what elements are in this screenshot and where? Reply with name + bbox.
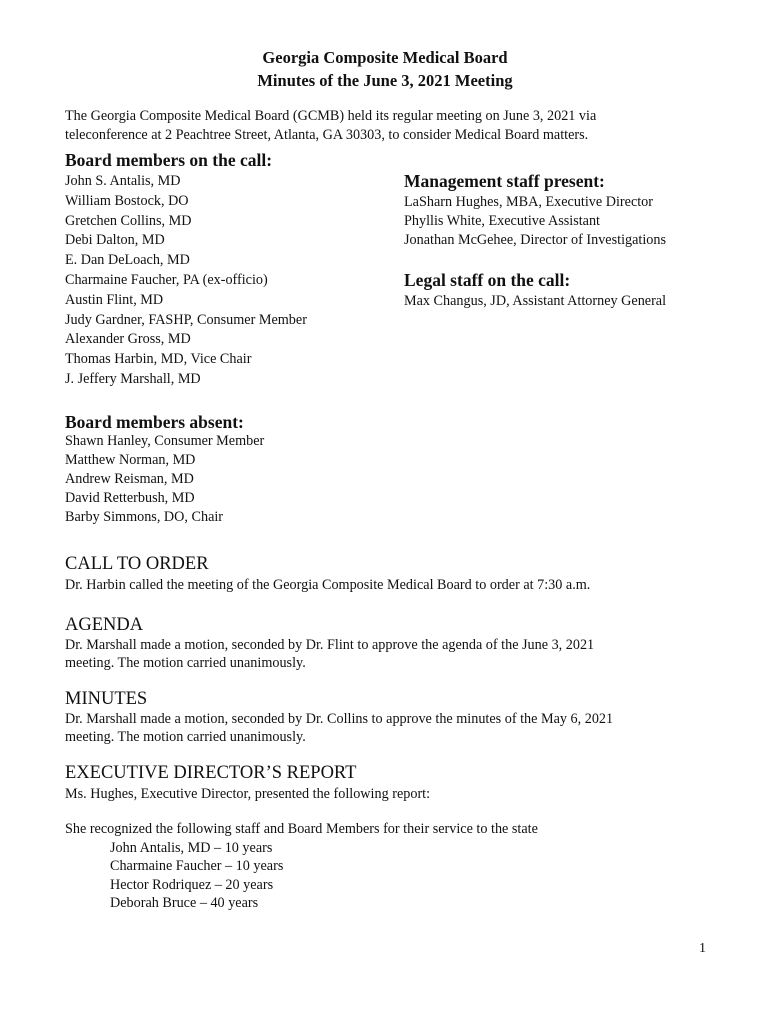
management-list — [404, 193, 666, 250]
list-item: Max Changus, JD, Assistant Attorney General — [404, 293, 667, 309]
minutes-heading: MINUTES — [65, 689, 148, 709]
list-item: J. Jeffery Marshall, MD — [65, 370, 201, 387]
list-item: William Bostock, DO — [65, 192, 189, 209]
list-item: John Antalis, MD – 10 years — [110, 840, 273, 856]
intro-line-2: teleconference at 2 Peachtree Street, Atlanta, GA 30303, to consider Medical Board matters. — [65, 127, 589, 143]
agenda-heading: AGENDA — [65, 615, 144, 635]
list-item: Matthew Norman, MD — [65, 452, 196, 468]
minutes-text-2: meeting. The motion carried unanimously. — [65, 729, 306, 745]
exec-report-text: Ms. Hughes, Executive Director, presented the following report: — [65, 786, 431, 802]
agenda-text-1: Dr. Marshall made a motion, seconded by Dr. Flint to approve the agenda of the June 3, 2021 — [65, 637, 595, 653]
honoree-list — [110, 839, 283, 912]
list-item: Alexander Gross, MD — [65, 331, 191, 348]
exec-report-recognition: She recognized the following staff and Board Members for their service to the state — [65, 821, 538, 837]
agenda-text-2: meeting. The motion carried unanimously. — [65, 655, 306, 671]
absent-list — [65, 432, 264, 527]
page-number: 1 — [699, 941, 706, 956]
present-list — [65, 172, 307, 390]
list-item: Phyllis White, Executive Assistant — [404, 213, 600, 229]
intro-line-1: The Georgia Composite Medical Board (GCMB) held its regular meeting on June 3, 2021 via — [65, 108, 597, 124]
list-item: David Retterbush, MD — [65, 490, 195, 506]
list-item: Shawn Hanley, Consumer Member — [65, 433, 265, 449]
list-item: LaSharn Hughes, MBA, Executive Director — [404, 194, 654, 210]
legal-list — [404, 292, 666, 312]
list-item: Charmaine Faucher – 10 years — [110, 858, 284, 875]
present-heading: Board members on the call: — [65, 150, 273, 170]
call-to-order-text: Dr. Harbin called the meeting of the Georgia Composite Medical Board to order at 7:30 a.m. — [65, 577, 591, 593]
list-item: Gretchen Collins, MD — [65, 212, 192, 229]
absent-heading: Board members absent: — [65, 412, 244, 432]
legal-heading: Legal staff on the call: — [404, 270, 571, 290]
list-item: John S. Antalis, MD — [65, 173, 181, 189]
list-item: Judy Gardner, FASHP, Consumer Member — [65, 311, 307, 328]
list-item: Deborah Bruce – 40 years — [110, 894, 259, 911]
list-item: Thomas Harbin, MD, Vice Chair — [65, 351, 252, 368]
list-item: Hector Rodriquez – 20 years — [110, 876, 274, 893]
exec-report-heading: EXECUTIVE DIRECTOR’S REPORT — [65, 763, 357, 783]
document-title: Georgia Composite Medical Board — [262, 48, 508, 67]
list-item: Barby Simmons, DO, Chair — [65, 509, 224, 525]
list-item: Debi Dalton, MD — [65, 232, 165, 249]
list-item: E. Dan DeLoach, MD — [65, 252, 190, 269]
management-heading: Management staff present: — [404, 171, 605, 191]
list-item: Austin Flint, MD — [65, 291, 164, 308]
list-item: Charmaine Faucher, PA (ex-officio) — [65, 271, 268, 288]
call-to-order-heading: CALL TO ORDER — [65, 554, 209, 574]
list-item: Jonathan McGehee, Director of Investigations — [404, 232, 666, 248]
minutes-text-1: Dr. Marshall made a motion, seconded by Dr. Collins to approve the minutes of the May 6, 2021 — [65, 711, 614, 727]
list-item: Andrew Reisman, MD — [65, 471, 194, 487]
document-subtitle: Minutes of the June 3, 2021 Meeting — [257, 71, 513, 90]
